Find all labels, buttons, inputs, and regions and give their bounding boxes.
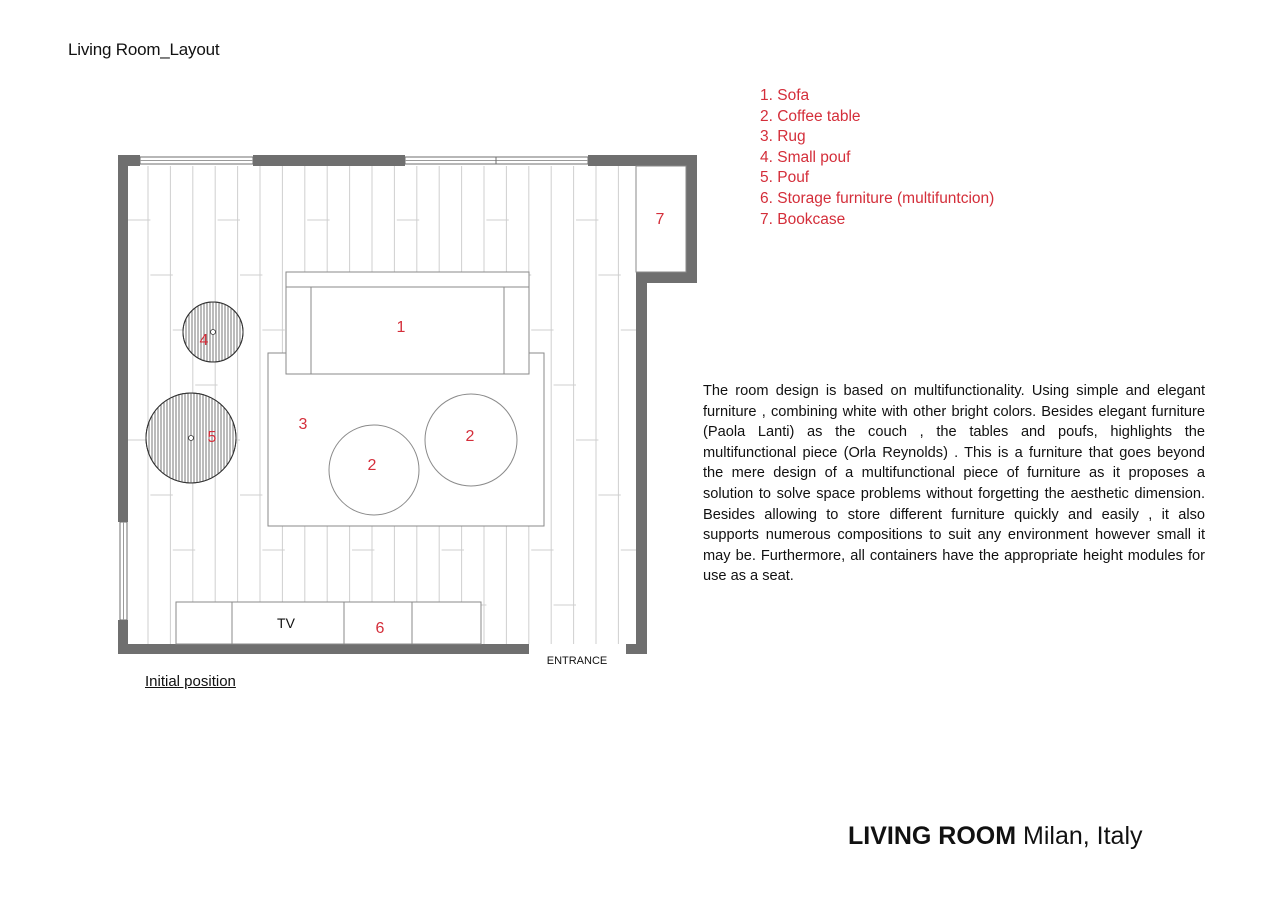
wall-bottom-right-stub <box>626 644 647 654</box>
legend-item-storage: 6. Storage furniture (multifuntcion) <box>760 189 995 207</box>
label-tv: TV <box>277 615 295 631</box>
plan-caption: Initial position <box>145 673 236 690</box>
wall-right <box>636 272 647 654</box>
label-rug: 3 <box>298 416 308 433</box>
label-coffee-table-left: 2 <box>367 457 377 474</box>
label-bookcase: 7 <box>655 211 665 228</box>
label-storage: 6 <box>375 620 385 637</box>
project-name: LIVING ROOM <box>848 822 1017 850</box>
small-pouf <box>183 302 243 362</box>
legend-item-pouf: 5. Pouf <box>760 169 810 187</box>
sofa <box>286 272 529 374</box>
label-small-pouf: 4 <box>199 332 209 349</box>
sheet-title: Living Room_Layout <box>68 40 220 59</box>
design-description: The room design is based on multifunctionality. Using simple and elegant furniture , combining white with other bright colors. Besides elegant furniture (Paola Lanti) as the couch , the tables and poufs, highlights the multifunctional piece (Orla Reynolds) . This is a furniture that goes beyond the mere design of a multifunctional piece of furniture as it proposes a solution to solve space problems without forgetting the aesthetic dimension. Besides allowing to store different furniture quickly and easily , it also supports numerous compositions to suit any environment however small it may be. Furthermore, all containers have the appropriate height modules for use as a seat. <box>703 383 1205 585</box>
storage-furniture <box>176 602 481 644</box>
project-title <box>848 822 1143 851</box>
legend-item-small-pouf: 4. Small pouf <box>760 148 851 166</box>
legend-item-bookcase: 7. Bookcase <box>760 210 846 228</box>
label-entrance: ENTRANCE <box>546 655 608 667</box>
wall-bookcase-right <box>686 155 697 283</box>
wall-top-middle <box>253 155 405 166</box>
wall-top-right <box>588 155 697 166</box>
wall-left-upper <box>118 155 128 522</box>
legend-item-rug: 3. Rug <box>760 128 806 146</box>
legend-item-coffee-table: 2. Coffee table <box>760 107 861 125</box>
pouf <box>146 393 236 483</box>
label-pouf: 5 <box>207 429 217 446</box>
label-sofa: 1 <box>396 319 406 336</box>
label-coffee-table-right: 2 <box>465 428 475 445</box>
wall-bottom <box>118 644 529 654</box>
legend-item-sofa: 1. Sofa <box>760 87 810 104</box>
project-location: Milan, Italy <box>1023 822 1143 850</box>
